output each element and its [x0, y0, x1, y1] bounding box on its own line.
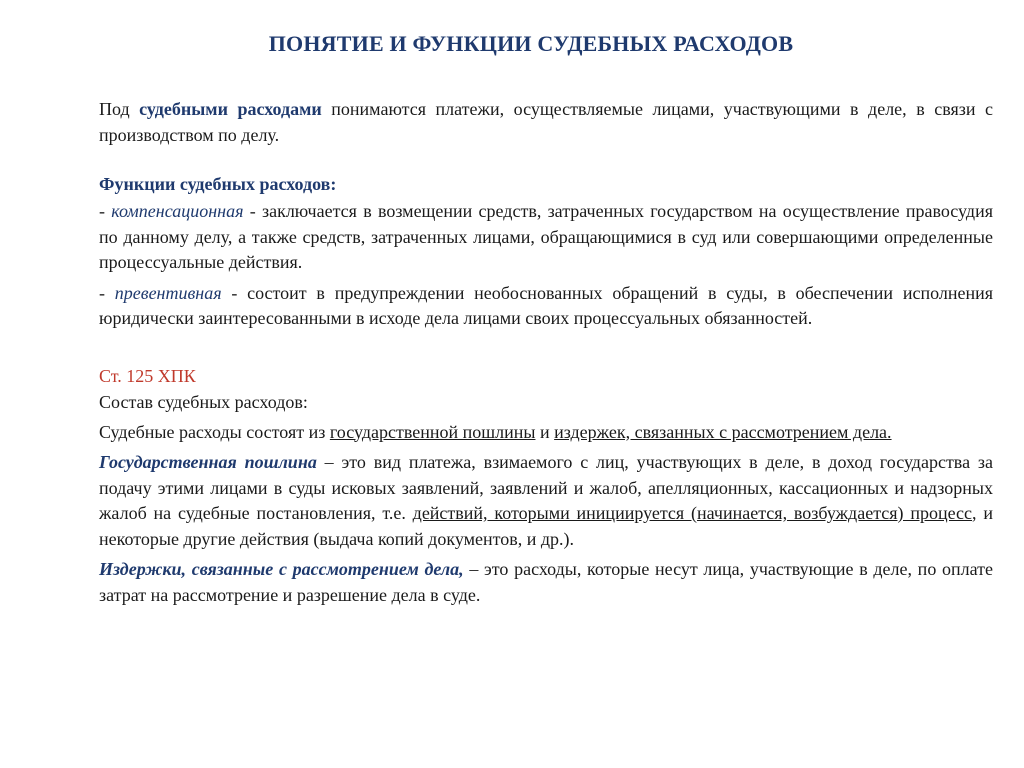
function-item-preventive: [99, 281, 993, 332]
article-reference: Ст. 125 ХПК: [99, 365, 196, 386]
function-term-compensation: компенсационная: [111, 201, 244, 221]
case-costs-text: – это расходы, которые несут лица, участвующие в деле, по оплате затрат на рассмотрение и разрешение дела в суде.: [99, 559, 993, 605]
state-duty-paragraph: [99, 450, 993, 552]
intro-rest: понимаются платежи, осуществляемые лицами, участвующими в деле, в связи с производством по делу.: [99, 99, 993, 145]
function-dash: -: [99, 201, 112, 221]
state-duty-term: Государственная пошлина: [99, 452, 317, 472]
function-text-preventive: - состоит в предупреждении необоснованных обращений в суды, в обеспечении исполнения юридически заинтересованными в исходе дела лицами своих процессуальных обязанностей.: [99, 282, 993, 328]
function-item-compensation: [99, 199, 993, 276]
composition-middle: и: [535, 421, 555, 442]
intro-term: судебными расходами: [139, 99, 322, 119]
function-text-compensation: - заключается в возмещении средств, затраченных государством на осуществление правосудия по данному делу, а также средств, затраченных лицами, обращающимися в суд или совершающими определенные процессуальные действия.: [99, 201, 993, 272]
function-term-preventive: превентивная: [114, 282, 222, 303]
state-duty-text2: , и некоторые другие действия (выдача копий документов, и др.).: [99, 503, 994, 549]
composition-heading: Состав судебных расходов:: [99, 392, 308, 412]
case-costs-paragraph: [99, 557, 993, 608]
state-duty-underlined: действий, которыми инициируется (начинается, возбуждается) процесс: [412, 503, 973, 523]
function-dash: -: [99, 282, 115, 303]
state-duty-text1: – это вид платежа, взимаемого с лиц, участвующих в деле, в доход государства за подачу этими лицами в суды исковых заявлений, заявлений и жалоб, апелляционных, кассационных и надзорных жалоб на судебные постановления, т.е.: [99, 452, 993, 523]
intro-paragraph: [99, 97, 993, 148]
state-duty-link: государственной пошлины: [329, 421, 536, 442]
case-costs-link: издержек, связанных с рассмотрением дела.: [554, 421, 892, 442]
functions-heading: Функции судебных расходов:: [99, 174, 337, 194]
intro-prefix: Под: [99, 99, 140, 119]
composition-paragraph: [99, 420, 993, 446]
composition-prefix: Судебные расходы состоят из: [99, 421, 330, 442]
slide-title: ПОНЯТИЕ И ФУНКЦИИ СУДЕБНЫХ РАСХОДОВ: [268, 31, 794, 56]
case-costs-term: Издержки, связанные с рассмотрением дела,: [99, 559, 464, 579]
